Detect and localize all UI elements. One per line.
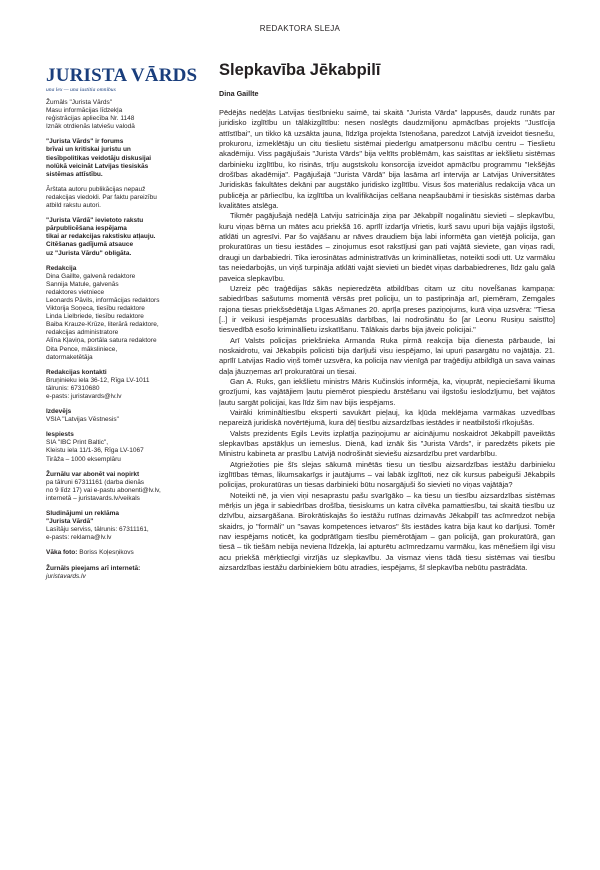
sidebar-line: Leonards Pāvils, informācijas redaktors xyxy=(46,296,160,304)
sidebar-heading: Sludinājumi un reklāma xyxy=(46,510,119,518)
article-paragraph: Pēdējās nedēļās Latvijas tiesībnieku saimē, tai skaitā "Jurista Vārda" lappusēs, daudz runāts par juridisko izglītību un tālākizglītību: nesen noslēgts daudzmiljonu apmācības projekts "Justīcija attīstībai", un tikko kā uzsākta jauna, līdzīga projekta īstenošana, paredzot Latvijā izveidot tiesnešu, prokuroru, izmeklētāju un citu tieslietu sistēmai piederīgu amatpersonu mācību centru – Tieslietu akadēmiju. Viss pagājušais "Jurista Vārds" bija veltīts problēmām, kas saistītas ar iekšlietu sistēmas darbinieku izglītību, ko risinās, trīju augstskolu konsorcija izveidot apmācību programmu "Iekšējās drošības akadēmija". Pagājušajā "Jurista Vārdā" bija lasāma arī intervija ar Latvijas Universitātes Juridiskās fakultātes dekāni par augstāko juridisko izglītību. Visus šos materiālus redakcija vāca un publicēja ar pārliecību, ka izglītība un kvalifikācijas celšana neapšaubāmi ir tiesiskās sistēmas darba kvalitātes atslēga. xyxy=(219,108,555,211)
sidebar-block xyxy=(46,510,196,542)
sidebar-line: Masu informācijas līdzekļa xyxy=(46,107,123,115)
sidebar-heading: "Jurista Vārdā" xyxy=(46,518,94,526)
sidebar-line: Viktorija Soņeca, tiesību redaktore xyxy=(46,305,145,313)
sidebar-line: Linda Lielbriede, tiesību redaktore xyxy=(46,313,144,321)
sidebar-line: e-pasts: reklama@lv.lv xyxy=(46,534,112,542)
sidebar-line: Alīna Kļaviņa, portāla satura redaktore xyxy=(46,337,157,345)
article-author: Dina Gaillte xyxy=(219,89,259,98)
sidebar-heading: Vāka foto: Boriss Koļesņikovs xyxy=(46,549,134,557)
sidebar-line: datormaketētāja xyxy=(46,353,93,361)
sidebar-heading: Redakcijas kontakti xyxy=(46,368,107,376)
sidebar-line: tikai ar redakcijas rakstisku atļauju. xyxy=(46,233,156,241)
sidebar-line: redaktores vietniece xyxy=(46,288,105,296)
sidebar-line: uz "Jurista Vārdu" obligāta. xyxy=(46,249,132,257)
sidebar-line: Bruņinieku iela 36-12, Rīga LV-1011 xyxy=(46,376,150,384)
sidebar-line: no 9 līdz 17) vai e-pastu abonenti@lv.lv, xyxy=(46,486,161,494)
sidebar-line: sistēmas attīstību. xyxy=(46,170,103,178)
sidebar-block xyxy=(46,565,196,581)
sidebar-heading: Iespiests xyxy=(46,431,74,439)
sidebar-line: tālrunis: 67310680 xyxy=(46,384,100,392)
sidebar-line: e-pasts: juristavards@lv.lv xyxy=(46,393,122,400)
sidebar-line: Dina Gaillte, galvenā redaktore xyxy=(46,272,136,280)
article-paragraph: Vairāki krimināltiesību eksperti savukārt pieļauj, ka kļūda meklējama varmākas uzvedības nepareizā juridiskā novērtējumā, kura dēļ tiesību aizsardzības iestādes ir neatbilstoši rīkojušās. xyxy=(219,407,555,428)
article-paragraph: Gan A. Ruks, gan iekšlietu ministrs Māris Kučinskis informēja, ka, viņuprāt, nepieciešami likuma grozījumi, kas vajātājiem ļautu piemērot piespiedu ārstēšanu vai ilgstošu ieslodzījumu, bet vajātos ļautu sargāt policijai, kas līdz šim nav bijis iespējams. xyxy=(219,376,555,407)
article-paragraph: Atgriežoties pie šīs slejas sākumā minētās tiesu un tiesību aizsardzības iestāžu darbinieku izglītības tēmas, likumsakarīgs ir jautājums – vai labāk izglītoti, nez cik kursus pabeiguši Jēkabpils policijas, prokuratūras un tiesas darbinieki būtu nosargājuši šo sievieti no viņas vajātāja? xyxy=(219,459,555,490)
sidebar-block xyxy=(46,408,196,424)
logo-tagline: una lex — una iustitia omnibus xyxy=(46,87,116,93)
sidebar-line: redakcijas administratore xyxy=(46,329,119,337)
sidebar-line: SIA "IBC Print Baltic", xyxy=(46,439,109,447)
sidebar-line: Citēšanas gadījumā atsauce xyxy=(46,241,134,249)
sidebar-line: "Jurista Vārds" ir forums xyxy=(46,138,124,146)
sidebar-line: Ārštata autoru publikācijas nepauž xyxy=(46,185,146,193)
article-paragraph: Valsts prezidents Egils Levits izplatīja paziņojumu ar aicinājumu noskaidrot Jēkabpilī paveiktās slepkavības apstākļus un iemeslus. Dienā, kad iznāk šis "Jurista Vārds", ir paredzēts pikets pie Ministru kabineta ar prasību Latvijā nodrošināt sieviešu aizsardzību pret vardarbību. xyxy=(219,428,555,459)
sidebar-line: redakcijas viedokli. Par faktu pareizību xyxy=(46,193,157,201)
sidebar-line: Baiba Krauze-Krūze, literārā redaktore, xyxy=(46,321,159,329)
sidebar-line: brīvai un kritiskai juristu un xyxy=(46,146,131,154)
journal-logo xyxy=(46,65,198,93)
sidebar-block xyxy=(46,431,196,463)
sidebar-line: pa tālruni 67311161 (darba dienās xyxy=(46,478,145,486)
article-paragraph: Noteikti nē, ja vien viņi nesaprastu pašu svarīgāko – ka tiesu un tiesību aizsardzības sistēmas mērķis un jēga ir sabiedrības drošība, tiesiskums un katra cilvēka pamattiesību, tai skaitā tiesību uz dzīvību, aizsargāšana. Birokrātiskajās šo iestāžu rutīnas dzirnavās Jēkabpilī tas acīmredzot nebija skaidrs, jo "formāli" un "savas kompetences ietvaros" šīs iestādes katra bija kaut ko darījusi. Tomēr nav iespējams noticēt, ka godprātīgam tiesību piemērotājam – gan policijā, gan prokuratūrā, gan tiesā – tik tiešām nebija neviena līdzekļa, lai apturētu acīmredzamu varmāku, kas mēnešiem ilgi visu acu priekšā mērķtiecīgi virzījās uz slepkavību. Ja vismaz viens tādā tiesu sistēmas vai tiesību aizsardzības iestāžu darbiniekiem būtu atradies, iespējams, šī slepkavība nebūtu pastrādāta. xyxy=(219,490,555,573)
article-body xyxy=(219,108,555,573)
sidebar-block xyxy=(46,217,196,257)
masthead-sidebar xyxy=(46,99,196,588)
sidebar-block xyxy=(46,471,196,503)
sidebar-block xyxy=(46,186,196,210)
sidebar-line: tiesībpolitikas veidotāju diskusijai xyxy=(46,154,152,162)
section-label: REDAKTORA SLEJA xyxy=(259,24,341,33)
sidebar-heading: Žurnāls pieejams arī internetā: xyxy=(46,564,141,572)
sidebar-line: Kleistu iela 11/1-36, Rīga LV-1067 xyxy=(46,447,144,455)
sidebar-heading: Izdevējs xyxy=(46,408,72,416)
article-paragraph: Uzreiz pēc traģēdijas sākās nepieredzēta atbildības citam uz citu noveĺšanas kampaņa: sabiedrības sašutums momentā vērsās pret policiju, un to pastiprināja arī, piemēram, Zemgales rajona tiesas priekšsēdētāja Līgas Ašmanes 20. aprīļa preses paziņojums, kurā viņa uzsvēra: "Tiesa [..] ir veikusi iespējamās procesuālās darbības, lai nodrošinātu šo [ar Leonu Rusiņu saistīto] tiesvedībā esošo kriminällietu izskatīšanu. Tālākais darbs bija jāveic policijai." xyxy=(219,283,555,335)
sidebar-line: Sannija Matule, galvenās xyxy=(46,280,119,288)
sidebar-block xyxy=(46,549,196,557)
sidebar-line: atbild rakstu autori. xyxy=(46,202,101,210)
logo-title: JURISTA VĀRDS xyxy=(46,65,198,86)
article xyxy=(219,60,555,573)
sidebar-line: juristavards.lv xyxy=(46,572,86,580)
sidebar-block xyxy=(46,99,196,131)
sidebar-line: pārpublicēšana iespējama xyxy=(46,225,127,233)
sidebar-block xyxy=(46,138,196,178)
sidebar-line: Lasītāju serviss, tālrunis: 67311161, xyxy=(46,526,149,534)
sidebar-line: "Jurista Vārdā" ievietoto rakstu xyxy=(46,217,144,225)
sidebar-line: VSIA "Latvijas Vēstnesis" xyxy=(46,416,119,424)
sidebar-line: Tirāža – 1000 eksemplāru xyxy=(46,455,121,463)
sidebar-line: Žurnāls "Jurista Vārds" xyxy=(46,99,113,106)
sidebar-inline-value: Boriss Koļesņikovs xyxy=(77,549,134,557)
sidebar-line: reģistrācijas apliecība Nr. 1148 xyxy=(46,115,135,123)
sidebar-line: Dita Pence, māksliniece, xyxy=(46,345,118,353)
sidebar-block xyxy=(46,265,196,362)
sidebar-line: nolūkā veicināt Latvijas tiesiskās xyxy=(46,162,149,170)
article-paragraph: Arī Valsts policijas priekšnieka Armanda Ruka pirmā reakcija bija dienesta pārbaude, lai noskaidrotu, vai Jēkabpils policisti bija darījuši visu iespējamo, lai upuri pasargātu no vajātāja. 21. aprīlī Latvijas Radio viņš tomēr uzsvēra, ka policija nav vienīgā par traģēdiju atbildīgā un sava vainas daļa jāuzņemas arī prokuratūrai un tiesai. xyxy=(219,335,555,376)
sidebar-line: internetā – juristavards.lv/veikals xyxy=(46,494,140,502)
sidebar-block xyxy=(46,369,196,401)
sidebar-heading: Redakcija xyxy=(46,264,77,272)
article-title: Slepkavība Jēkabpilī xyxy=(219,61,381,79)
sidebar-heading: Žurnālu var abonēt vai nopirkt xyxy=(46,470,140,478)
sidebar-line: Iznāk otrdienās latviešu valodā xyxy=(46,123,135,131)
article-paragraph: Tikmēr pagājušajā nedēļā Latviju satricināja ziņa par Jēkabpilī nogalinātu sievieti – slepkavību, kuru viņas bērna un mātes acu priekšā 16. aprīlī izdarīja vīrietis, kurš savu upuri bija vajājis ilgstoši, atklāti un agresīvi. Par šo vajāšanu ar nāves draudiem bija labi informēta gan vietējā policija, gan prokuratūras un tiesu iestādes – zinojumus esot rakstījusi gan pati vajātā sieviete, gan viņas radi, draugi un darbabiedri. Tika ierosinātas administratīvās un kriminällietas, noteikti sodi utt. Uz varmāku tas neiedarbojās, un viņš turpināja atklāti vajāt sievieti un biedēt viņas darbabiedrenes, līdz galu galā paveica slepkavību. xyxy=(219,211,555,283)
